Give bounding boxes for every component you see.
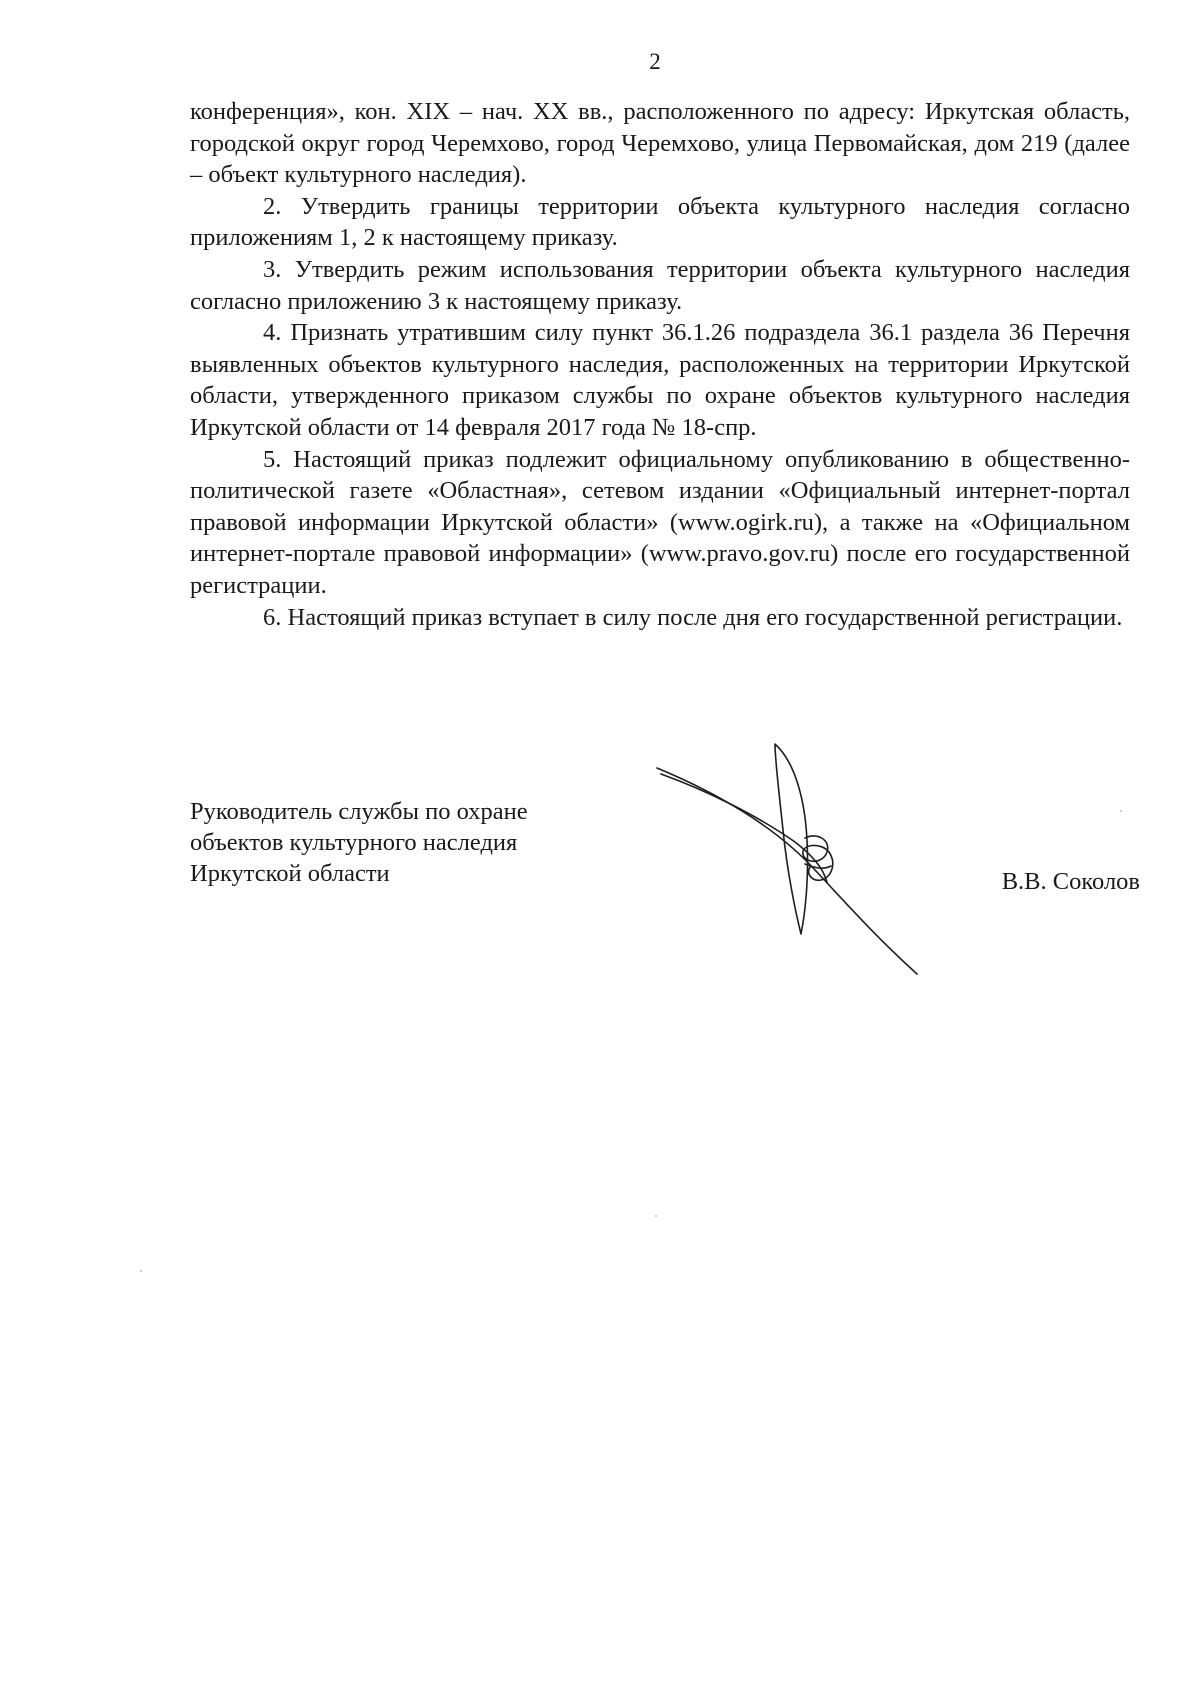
- paragraph-continuation: конференция», кон. XIX – нач. XX вв., расположенного по адресу: Иркутская область, городской округ город Черемхово, город Черемхово, улица Первомайская, дом 219 (далее – объект культурного наследия).: [190, 98, 1130, 189]
- scan-speck: [1120, 810, 1122, 812]
- paragraph-item-2: 2. Утвердить границы территории объекта культурного наследия согласно приложениям 1, 2 к настоящему приказу.: [190, 192, 1130, 252]
- page-number: 2: [649, 49, 661, 74]
- paragraph-item-4: 4. Признать утратившим силу пункт 36.1.26 подраздела 36.1 раздела 36 Перечня выявленных объектов культурного наследия, расположенных на территории Иркутской области, утвержденного приказом службы по охране объектов культурного наследия Иркутской области от 14 февраля 2017 года № 18-спр.: [190, 319, 1130, 441]
- scan-speck: [140, 1270, 142, 1272]
- signatory-position-line: Руководитель службы по охране: [190, 798, 528, 825]
- handwritten-signature: [655, 730, 945, 980]
- scan-speck: [655, 1215, 657, 1217]
- signatory-position-line: Иркутской области: [190, 860, 390, 887]
- signatory-position: [190, 796, 710, 889]
- signatory-name: В.В. Соколов: [1001, 868, 1140, 895]
- paragraph-item-6: 6. Настоящий приказ вступает в силу после дня его государственной регистрации.: [263, 603, 1123, 631]
- signatory-position-line: объектов культурного наследия: [190, 829, 518, 856]
- paragraph-item-5: 5. Настоящий приказ подлежит официальному опубликованию в общественно-политической газете «Областная», сетевом издании «Официальный интернет-портал правовой информации Иркутской области» (www.ogirk.ru), а также на «Официальном интернет-портале правовой информации» (www.pravo.gov.ru) после его государственной регистрации.: [190, 445, 1130, 599]
- order-body: [190, 96, 1130, 633]
- paragraph-item-3: 3. Утвердить режим использования территории объекта культурного наследия согласно приложению 3 к настоящему приказу.: [190, 255, 1130, 315]
